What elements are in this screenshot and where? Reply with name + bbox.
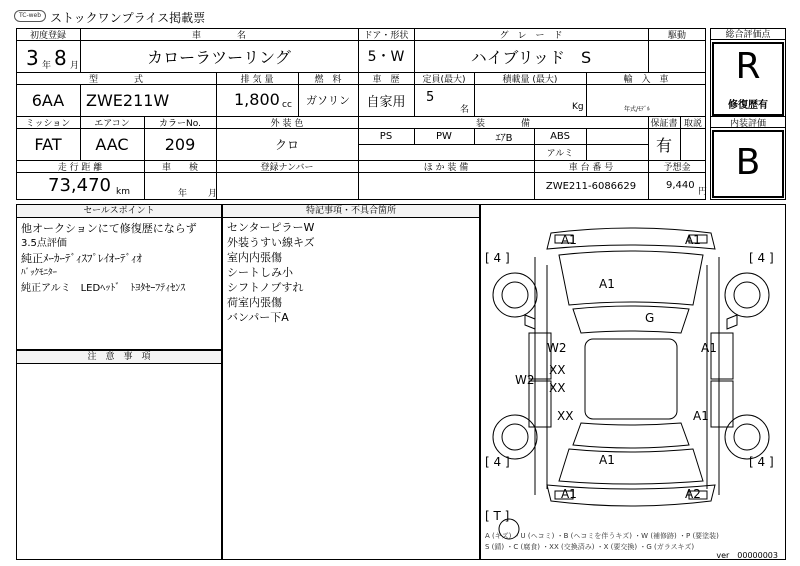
- caution-panel: [16, 350, 222, 560]
- model-label: 型 式: [88, 74, 143, 85]
- mark-xx-3: XX: [557, 409, 574, 423]
- car-name-label: 車 名: [191, 30, 246, 41]
- legend-line-1: A (キズ) ・U (ヘコミ) ・B (ヘコミを伴うキズ) ・W (補修跡) ・P (要塗装): [485, 532, 719, 540]
- fuel: ガソリン: [306, 94, 350, 107]
- damage-diagram-panel: [480, 204, 786, 560]
- price: 9,440 円: [666, 180, 708, 197]
- mission-label: ミッション: [25, 118, 71, 129]
- special-line: シフトノブすれ: [227, 281, 304, 294]
- interior-score: B: [735, 142, 761, 183]
- tire-rl-label: [ 4 ]: [485, 455, 510, 469]
- displacement-label: 排 気 量: [240, 74, 274, 85]
- sales-line: 純正ﾒｰｶｰﾃﾞｨｽﾌﾟﾚｲｵｰﾃﾞｨｵ: [21, 252, 142, 265]
- capacity-label: 定員(最大): [422, 74, 466, 85]
- load-unit: Kg: [572, 102, 584, 112]
- other-equip-label: ほ か 装 備: [423, 162, 469, 173]
- page-title: ストックワンプライス掲載票: [50, 11, 206, 25]
- reg-date: 3 年 8 月: [26, 46, 80, 71]
- model-code: ZWE211W: [86, 90, 170, 110]
- mark-xx-1: XX: [549, 363, 566, 377]
- mark-xx-2: XX: [549, 381, 566, 395]
- chassis-label: 車 台 番 号: [568, 162, 614, 173]
- spare-tire-label: [ T ]: [485, 509, 510, 523]
- mileage: 73,470 km: [48, 175, 130, 197]
- plate-label: 登録ナンバー: [260, 162, 314, 173]
- door-label: ドア・形状: [363, 30, 409, 41]
- special-line: 外装うすい線キズ: [227, 236, 315, 249]
- mark-a1-hood: A1: [599, 277, 615, 291]
- inspection: 年 月: [178, 189, 218, 199]
- sales-point-label: セールスポイント: [17, 205, 221, 218]
- tc-web-logo: TC-web: [14, 10, 46, 22]
- equip-airbag: ｴｱB: [495, 132, 513, 144]
- total-score-label: 総合評価点: [710, 28, 786, 40]
- special-line: 室内内張傷: [227, 251, 282, 264]
- load-label: 積載量 (最大): [502, 74, 558, 85]
- warranty-label: 保証書: [650, 118, 678, 129]
- interior-score-label: 内装評価: [710, 116, 786, 128]
- special-line: 荷室内張傷: [227, 296, 282, 309]
- price-label: 予想金: [663, 162, 691, 173]
- mark-w2-upper: W2: [547, 341, 567, 355]
- history: 自家用: [366, 94, 406, 110]
- equip-ps: PS: [379, 130, 393, 142]
- legend-line-2: S (錆) ・C (腐食) ・XX (交換済み) ・X (要交換) ・G (ガラスキズ): [485, 543, 695, 551]
- mark-a1-rear: A1: [599, 453, 615, 467]
- mission: FAT: [34, 134, 62, 154]
- mark-w2-left: W2: [515, 373, 535, 387]
- ext-color-label: 外 装 色: [270, 118, 304, 129]
- import-label: 輸 入 車: [623, 74, 669, 85]
- tire-rr-label: [ 4 ]: [749, 455, 774, 469]
- tire-fl-label: [ 4 ]: [485, 251, 510, 265]
- tire-fr-label: [ 4 ]: [749, 251, 774, 265]
- ext-color: クロ: [274, 137, 299, 152]
- door-type: 5・W: [367, 49, 405, 65]
- import-model: 年式/ﾓﾃﾞﾙ: [624, 106, 651, 113]
- mark-a1-rear-left: A1: [561, 487, 577, 501]
- reg-label: 初度登録: [29, 30, 66, 41]
- mark-a1-front-right: A1: [685, 233, 701, 247]
- displacement: 1,800 cc: [234, 90, 292, 110]
- sales-line: 純正アルミ LEDﾍｯﾄﾞ ﾄﾖﾀｾｰﾌﾃｨｾﾝｽ: [21, 283, 186, 294]
- mark-a1-front-left: A1: [561, 233, 577, 247]
- car-name: カローラツーリング: [147, 47, 291, 67]
- grade-label: グ レ ー ド: [499, 30, 563, 41]
- color-no: 209: [164, 134, 196, 154]
- chassis-number: ZWE211-6086629: [545, 180, 637, 192]
- special-line: センターピラーW: [227, 221, 315, 234]
- equip-abs: ABS: [550, 130, 570, 142]
- caution-label: 注 意 事 項: [17, 351, 221, 364]
- warranty: 有: [655, 135, 672, 155]
- mileage-label: 走 行 距 離: [57, 162, 103, 173]
- mark-g: G: [645, 311, 655, 325]
- ac-label: エアコン: [94, 118, 130, 129]
- sales-panel: [16, 204, 222, 350]
- special-notes-panel: [222, 204, 480, 560]
- total-score: R: [735, 46, 761, 87]
- special-notes-label: 特記事項・不具合箇所: [223, 205, 479, 218]
- equip-alloy: アルミ: [546, 148, 574, 159]
- total-score-note: 修復歴有: [728, 100, 768, 111]
- color-no-label: カラーNo.: [159, 118, 201, 129]
- history-label: 車 歴: [372, 74, 400, 85]
- inspection-label: 車 検: [161, 162, 198, 173]
- mark-a1-right-lower: A1: [693, 409, 709, 423]
- manual-label: 取説: [683, 118, 702, 129]
- fuel-label: 燃 料: [314, 74, 342, 85]
- sales-line: 他オークションにて修復歴にならず: [21, 222, 197, 235]
- drive-label: 駆動: [667, 30, 686, 41]
- model-prefix: 6AA: [31, 90, 65, 110]
- mark-a1-right-upper: A1: [701, 341, 717, 355]
- special-line: バンパー下A: [227, 311, 289, 324]
- version-label: ver 00000003: [716, 551, 778, 560]
- grade: ハイブリッド S: [470, 47, 592, 67]
- equip-pw: PW: [436, 130, 452, 142]
- sales-line: 3.5点評価: [21, 238, 67, 249]
- equip-label: 装 備: [475, 118, 530, 129]
- special-line: シートしみ小: [227, 266, 293, 279]
- ac: AAC: [95, 134, 129, 154]
- sales-line: ﾊﾞｯｸﾓﾆﾀｰ: [21, 268, 58, 278]
- total-score-box: [712, 42, 784, 116]
- capacity: 5 名: [426, 90, 470, 115]
- mark-a2-rear-right: A2: [685, 487, 701, 501]
- interior-score-box: [712, 130, 784, 198]
